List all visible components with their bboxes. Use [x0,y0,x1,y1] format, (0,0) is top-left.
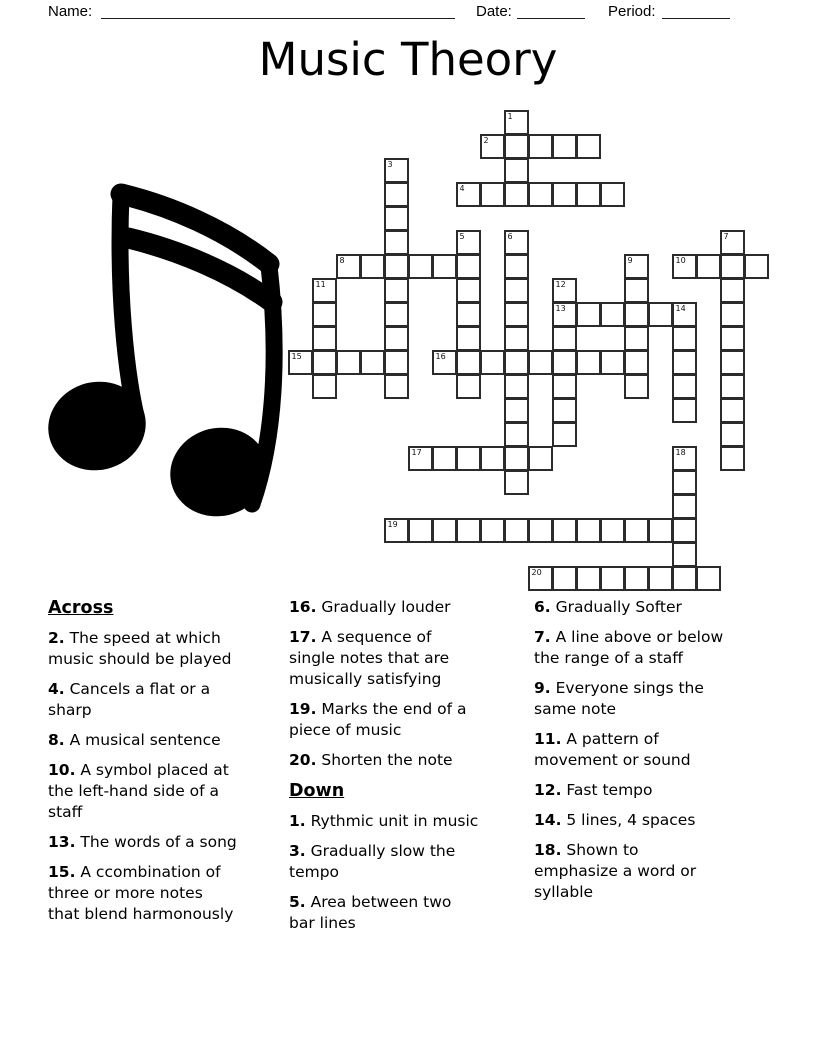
grid-cell[interactable] [648,302,673,327]
grid-cell[interactable] [384,302,409,327]
grid-cell[interactable] [504,110,529,135]
grid-cell[interactable] [456,518,481,543]
grid-cell[interactable] [480,182,505,207]
name-label: Name: [48,3,93,20]
down-clues-part2 [534,597,724,903]
grid-cell[interactable] [504,422,529,447]
grid-cell-number: 18 [675,448,686,457]
grid-cell[interactable] [672,398,697,423]
grid-cell[interactable] [504,470,529,495]
grid-cell[interactable] [672,374,697,399]
clue-item-number: 16. [289,598,317,616]
grid-cell[interactable] [552,134,577,159]
grid-cell[interactable] [408,254,433,279]
grid-cell-number: 10 [675,256,686,265]
page-title: Music Theory [258,33,558,86]
clue-item-number: 17. [289,628,317,646]
grid-cell[interactable] [456,230,481,255]
grid-cell[interactable] [384,326,409,351]
grid-cell[interactable] [456,278,481,303]
grid-cell[interactable] [480,446,505,471]
clue-item: 9. Everyone sings the same note [534,679,704,718]
grid-cell[interactable] [456,326,481,351]
period-label: Period: [608,3,656,20]
grid-cell[interactable] [504,254,529,279]
grid-cell[interactable] [744,254,769,279]
grid-cell-number: 12 [555,280,566,289]
grid-cell[interactable] [600,182,625,207]
grid-cell[interactable] [600,566,625,591]
clue-item-number: 11. [534,730,562,748]
grid-cell[interactable] [504,158,529,183]
down-clues-part1 [289,811,479,934]
grid-cell[interactable] [528,518,553,543]
grid-cell-number: 8 [339,256,345,265]
grid-cell[interactable] [624,518,649,543]
grid-cell[interactable] [504,326,529,351]
grid-cell[interactable] [720,302,745,327]
grid-cell[interactable] [696,566,721,591]
clue-column-2 [289,597,479,943]
grid-cell[interactable] [720,446,745,471]
clue-item: 7. A line above or below the range of a staff [534,628,724,667]
clue-item: 18. Shown to emphasize a word or syllable [534,841,697,901]
grid-cell[interactable] [528,350,553,375]
grid-cell[interactable] [720,398,745,423]
grid-cell[interactable] [504,134,529,159]
grid-cell[interactable] [408,518,433,543]
clue-item-number: 19. [289,700,317,718]
grid-cell[interactable] [552,422,577,447]
clue-item-number: 1. [289,812,306,830]
grid-cell[interactable] [504,230,529,255]
across-clues-part2 [289,597,479,771]
grid-cell[interactable] [672,494,697,519]
grid-cell[interactable] [528,134,553,159]
grid-cell[interactable] [528,182,553,207]
clue-item-number: 8. [48,731,65,749]
clue-item-number: 10. [48,761,76,779]
grid-cell[interactable] [720,374,745,399]
across-heading: Across [48,598,114,618]
clue-item-number: 4. [48,680,65,698]
grid-cell[interactable] [648,518,673,543]
grid-cell[interactable] [384,254,409,279]
grid-cell[interactable] [456,182,481,207]
clue-item-number: 5. [289,893,306,911]
clue-item-number: 12. [534,781,562,799]
clue-item-number: 9. [534,679,551,697]
grid-cell[interactable] [552,326,577,351]
clue-item-number: 3. [289,842,306,860]
grid-cell[interactable] [504,518,529,543]
grid-cell[interactable] [624,326,649,351]
grid-cell[interactable] [672,254,697,279]
grid-cell[interactable] [384,374,409,399]
grid-cell[interactable] [456,254,481,279]
grid-cell-number: 5 [459,232,465,241]
grid-cell[interactable] [288,350,313,375]
grid-cell[interactable] [504,374,529,399]
clue-item: 2. The speed at which music should be played [48,629,232,668]
grid-cell[interactable] [552,278,577,303]
grid-cell-number: 11 [315,280,326,289]
clue-item: 1. Rythmic unit in music [289,812,479,830]
grid-cell[interactable] [672,566,697,591]
grid-cell[interactable] [528,566,553,591]
grid-cell[interactable] [432,254,457,279]
grid-cell[interactable] [552,398,577,423]
grid-cell[interactable] [456,350,481,375]
clue-item-number: 18. [534,841,562,859]
clue-item: 12. Fast tempo [534,781,653,799]
grid-cell-number: 17 [411,448,422,457]
grid-cell[interactable] [720,326,745,351]
grid-cell[interactable] [552,182,577,207]
grid-cell[interactable] [720,350,745,375]
grid-cell[interactable] [312,326,337,351]
grid-cell[interactable] [720,254,745,279]
grid-cell[interactable] [504,398,529,423]
grid-cell[interactable] [456,374,481,399]
grid-cell[interactable] [576,350,601,375]
date-label: Date: [476,3,512,20]
grid-cell[interactable] [504,278,529,303]
grid-cell[interactable] [360,350,385,375]
grid-cell[interactable] [432,350,457,375]
grid-cell[interactable] [432,446,457,471]
grid-cell[interactable] [552,350,577,375]
grid-cell[interactable] [384,206,409,231]
clue-item: 5. Area between two bar lines [289,893,452,932]
clue-item-number: 6. [534,598,551,616]
grid-cell[interactable] [480,134,505,159]
grid-cell[interactable] [480,518,505,543]
grid-cell[interactable] [672,350,697,375]
clue-item: 13. The words of a song [48,833,237,851]
grid-cell[interactable] [408,446,433,471]
grid-cell[interactable] [624,278,649,303]
grid-cell[interactable] [552,518,577,543]
grid-cell[interactable] [672,302,697,327]
grid-cell-number: 20 [531,568,542,577]
grid-cell[interactable] [576,182,601,207]
grid-cell[interactable] [624,374,649,399]
clue-item-number: 15. [48,863,76,881]
grid-cell[interactable] [600,350,625,375]
grid-cell[interactable] [576,566,601,591]
clue-item: 4. Cancels a flat or a sharp [48,680,211,719]
grid-cell[interactable] [600,302,625,327]
clue-item: 16. Gradually louder [289,598,451,616]
grid-cell[interactable] [552,302,577,327]
grid-cell[interactable] [504,350,529,375]
clue-item-number: 14. [534,811,562,829]
grid-cell-number: 7 [723,232,729,241]
grid-cell-number: 2 [483,136,489,145]
grid-cell[interactable] [432,518,457,543]
grid-cell[interactable] [480,350,505,375]
grid-cell[interactable] [720,422,745,447]
clue-item-number: 20. [289,751,317,769]
grid-cell[interactable] [552,374,577,399]
clue-item: 8. A musical sentence [48,731,221,749]
grid-cell[interactable] [336,254,361,279]
grid-cell[interactable] [648,566,673,591]
grid-cell[interactable] [384,350,409,375]
grid-cell[interactable] [456,446,481,471]
grid-cell[interactable] [624,350,649,375]
clue-item: 10. A symbol placed at the left-hand side of a staff [48,761,229,821]
grid-cell-number: 13 [555,304,566,313]
grid-cell[interactable] [672,542,697,567]
grid-cell-number: 14 [675,304,686,313]
grid-cell[interactable] [504,446,529,471]
grid-cell[interactable] [552,566,577,591]
grid-cell[interactable] [384,230,409,255]
grid-cell[interactable] [312,350,337,375]
grid-cell[interactable] [696,254,721,279]
grid-cell[interactable] [672,326,697,351]
grid-cell-number: 3 [387,160,393,169]
grid-cell[interactable] [384,278,409,303]
grid-cell[interactable] [720,230,745,255]
grid-cell[interactable] [576,134,601,159]
grid-cell[interactable] [312,374,337,399]
down-heading: Down [289,781,345,801]
grid-cell[interactable] [528,446,553,471]
grid-cell-number: 1 [507,112,513,121]
grid-cell[interactable] [624,566,649,591]
clue-column-1 [48,597,238,934]
grid-cell[interactable] [312,302,337,327]
grid-cell-number: 16 [435,352,446,361]
grid-cell-number: 19 [387,520,398,529]
clue-item: 14. 5 lines, 4 spaces [534,811,696,829]
grid-cell[interactable] [336,350,361,375]
grid-cell[interactable] [576,302,601,327]
across-clues-part1 [48,628,238,925]
grid-cell-number: 4 [459,184,465,193]
grid-cell[interactable] [576,518,601,543]
clue-item: 20. Shorten the note [289,751,453,769]
clue-item: 3. Gradually slow the tempo [289,842,456,881]
grid-cell[interactable] [360,254,385,279]
grid-cell[interactable] [720,278,745,303]
grid-cell[interactable] [504,182,529,207]
clue-item: 6. Gradually Softer [534,598,682,616]
clue-item: 19. Marks the end of a piece of music [289,700,467,739]
clue-item-number: 13. [48,833,76,851]
clue-item: 17. A sequence of single notes that are musically satisfying [289,628,450,688]
grid-cell[interactable] [384,158,409,183]
grid-cell[interactable] [384,182,409,207]
grid-cell[interactable] [456,302,481,327]
grid-cell[interactable] [384,518,409,543]
grid-cell[interactable] [624,254,649,279]
grid-cell[interactable] [672,446,697,471]
grid-cell-number: 15 [291,352,302,361]
clue-item: 15. A ccombination of three or more notes that blend harmonously [48,863,234,923]
grid-cell-number: 9 [627,256,633,265]
clue-item-number: 7. [534,628,551,646]
grid-cell[interactable] [624,302,649,327]
grid-cell[interactable] [672,470,697,495]
clue-item-number: 2. [48,629,65,647]
grid-cell[interactable] [504,302,529,327]
grid-cell[interactable] [672,518,697,543]
grid-cell[interactable] [312,278,337,303]
clue-column-3 [534,597,724,912]
grid-cell-number: 6 [507,232,513,241]
clue-item: 11. A pattern of movement or sound [534,730,691,769]
grid-cell[interactable] [600,518,625,543]
